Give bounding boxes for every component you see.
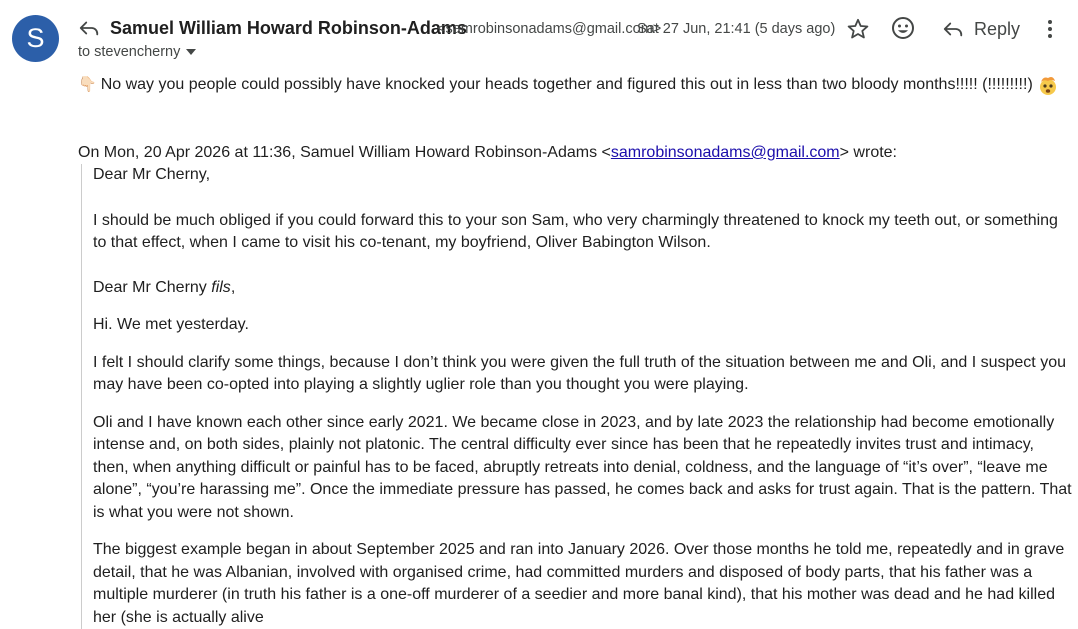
- sender-email: <samrobinsonadams@gmail.com>: [437, 21, 662, 37]
- attribution-prefix: On Mon, 20 Apr 2026 at 11:36, Samuel William Howard Robinson-Adams <: [78, 144, 611, 161]
- exploding-head-icon: [1037, 74, 1059, 96]
- avatar[interactable]: S: [12, 15, 59, 62]
- quoted-paragraph: Oli and I have known each other since early 2021. We became close in 2023, and by late 2023 the relationship had become emotionally intense and, on both sides, plainly not platonic. The central difficulty ever since has been that he repeatedly invites trust and intimacy, then, when anything difficult or painful has to be faced, abruptly retreats into denial, coldness, and the language of “it’s over”, “leave me alone”, “you’re harassing me”. Once the immediate pressure has passed, he comes back and asks for trust again. That is the pattern. That is what you were not shown.: [93, 413, 1072, 521]
- quoted-paragraph: Dear Mr Cherny,: [93, 166, 211, 183]
- reply-label: Reply: [974, 18, 1021, 39]
- attribution-email-link[interactable]: samrobinsonadams@gmail.com: [610, 144, 840, 161]
- body-intro-text: No way you people could possibly have knocked your heads together and figured this out in less than two bloody months!!!!! (!!!!!!!!!): [100, 76, 1033, 93]
- email-date: Sat 27 Jun, 21:41 (5 days ago): [637, 21, 836, 37]
- emoji-icon[interactable]: [891, 16, 915, 40]
- greeting-punctuation: ,: [230, 278, 236, 296]
- reply-arrow-icon: [78, 17, 100, 39]
- greeting-italic: fils: [211, 278, 231, 296]
- quoted-paragraph: [93, 277, 1072, 300]
- greeting-text: Dear Mr Cherny: [93, 278, 212, 296]
- more-vert-icon[interactable]: [1038, 17, 1062, 41]
- hand-pointing-down-icon: 👇🏻: [78, 76, 97, 93]
- email-body: [78, 74, 1072, 626]
- quoted-message: [81, 164, 1072, 629]
- reply-arrow-icon: [942, 18, 964, 40]
- sender-name[interactable]: Samuel William Howard Robinson-Adams: [110, 18, 467, 38]
- recipient-line[interactable]: [78, 44, 196, 60]
- quoted-paragraph: I should be much obliged if you could forward this to your son Sam, who very charmingly threatened to knock my teeth out, or something to that effect, when I came to visit his co-tenant, my boyfriend, Oliver Babington Wilson.: [93, 211, 1058, 251]
- attribution-suffix: > wrote:: [839, 144, 897, 161]
- chevron-down-icon[interactable]: [186, 49, 196, 55]
- quote-attribution: [78, 142, 897, 165]
- quoted-paragraph: I felt I should clarify some things, because I don’t think you were given the full truth of the situation between me and Oli, and I suspect you may have been co-opted into playing a slightly uglier role than you thought you were playing.: [93, 353, 1066, 393]
- quoted-paragraph: The biggest example began in about September 2025 and ran into January 2026. Over those months he told me, repeatedly and in grave detail, that he was Albanian, involved with organised crime, had committed murders and disposed of body parts, that his father was a multiple murderer (in truth his father is a one-off murderer of a seedier and more banal kind), that his mother was dead and he had killed her (she is actually alive: [93, 541, 1065, 626]
- reply-button[interactable]: [942, 16, 1020, 42]
- star-icon[interactable]: [846, 17, 870, 41]
- body-intro: [78, 74, 1068, 97]
- quoted-paragraph: Hi. We met yesterday.: [93, 316, 249, 333]
- recipient-label: to stevencherny: [78, 44, 181, 60]
